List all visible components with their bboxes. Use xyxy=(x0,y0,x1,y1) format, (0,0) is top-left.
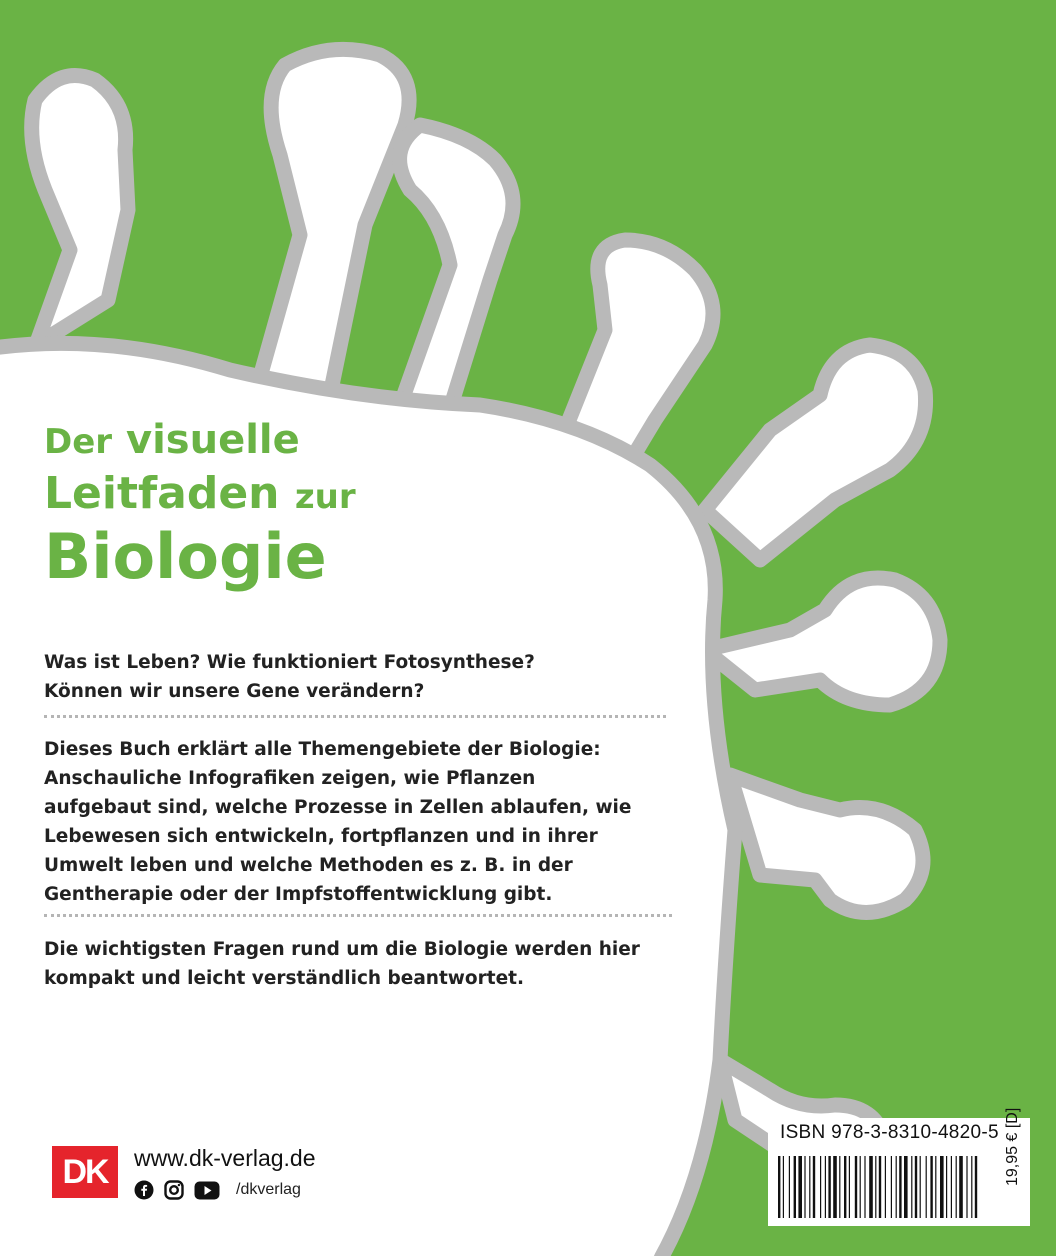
dotted-divider-1 xyxy=(44,715,666,718)
barcode-bar xyxy=(935,1156,936,1218)
title-word-der: Der xyxy=(44,422,113,462)
description-paragraph: Dieses Buch erklärt alle Themengebiete der Biologie: Anschauliche Infografiken zeigen, wie Pflanzen aufgebaut sind, welche Prozesse in Zellen ablaufen, wie Lebewesen sich entwickeln, fortpflanzen und in ihrer Umwelt leben und welche Methoden es z. B. in der Gentherapie oder der Impfstoffentwicklung gibt. xyxy=(44,739,632,905)
barcode-bar xyxy=(904,1156,908,1218)
barcode-bar xyxy=(844,1156,846,1218)
barcode-bar xyxy=(778,1156,780,1218)
barcode-bar xyxy=(966,1156,967,1218)
barcode-bar xyxy=(911,1156,912,1218)
instagram-icon[interactable] xyxy=(164,1180,184,1200)
barcode-bar xyxy=(975,1156,977,1218)
youtube-icon[interactable] xyxy=(194,1181,220,1200)
barcode-bar xyxy=(825,1156,826,1218)
barcode-bar xyxy=(875,1156,876,1218)
barcode-bar xyxy=(899,1156,901,1218)
barcode-bar xyxy=(833,1156,837,1218)
barcode-bar xyxy=(930,1156,932,1218)
barcode-bar xyxy=(789,1156,790,1218)
barcode-bar xyxy=(849,1156,850,1218)
barcode-bars xyxy=(778,1156,1000,1218)
barcode-bar xyxy=(915,1156,917,1218)
barcode-bar xyxy=(920,1156,921,1218)
barcode-bar xyxy=(971,1156,972,1218)
barcode-bar xyxy=(956,1156,957,1218)
price-label: 19,95 € [D] xyxy=(1004,1107,1021,1186)
barcode-bar xyxy=(926,1156,927,1218)
dk-logo: DK xyxy=(52,1146,118,1198)
facebook-icon[interactable] xyxy=(134,1180,154,1200)
title-word-zur: zur xyxy=(294,477,356,517)
barcode-bar xyxy=(951,1156,952,1218)
social-handle: /dkverlag xyxy=(236,1181,301,1198)
book-title xyxy=(44,417,356,593)
barcode-bar xyxy=(891,1156,892,1218)
barcode-bar xyxy=(864,1156,865,1218)
title-word-biologie: Biologie xyxy=(44,520,327,593)
barcode-bar xyxy=(828,1156,830,1218)
barcode-bar xyxy=(820,1156,821,1218)
barcode-bar xyxy=(869,1156,873,1218)
barcode-bar xyxy=(885,1156,886,1218)
barcode-bar xyxy=(804,1156,805,1218)
barcode-bar xyxy=(809,1156,810,1218)
barcode-bar xyxy=(783,1156,784,1218)
barcode-bar xyxy=(896,1156,897,1218)
barcode-bar xyxy=(946,1156,947,1218)
publisher-url[interactable]: www.dk-verlag.de xyxy=(134,1145,316,1171)
barcode-bar xyxy=(839,1156,840,1218)
intro-questions: Was ist Leben? Wie funktioniert Fotosynthese? Können wir unsere Gene verändern? xyxy=(44,652,535,702)
barcode-bar xyxy=(794,1156,796,1218)
barcode-bar xyxy=(959,1156,963,1218)
title-word-visuelle: visuelle xyxy=(126,417,300,463)
dotted-divider-2 xyxy=(44,914,672,917)
isbn-number: ISBN 978-3-8310-4820-5 xyxy=(780,1122,999,1143)
title-word-leitfaden: Leitfaden xyxy=(44,468,280,519)
barcode-bar xyxy=(855,1156,857,1218)
closing-paragraph: Die wichtigsten Fragen rund um die Biologie werden hier kompakt und leicht verständlich beantwortet. xyxy=(44,939,640,989)
social-links xyxy=(134,1180,301,1200)
barcode-box xyxy=(768,1107,1030,1226)
barcode-bar xyxy=(879,1156,881,1218)
barcode-bar xyxy=(798,1156,802,1218)
barcode-bar xyxy=(813,1156,815,1218)
barcode-bar xyxy=(940,1156,944,1218)
barcode-bar xyxy=(860,1156,861,1218)
